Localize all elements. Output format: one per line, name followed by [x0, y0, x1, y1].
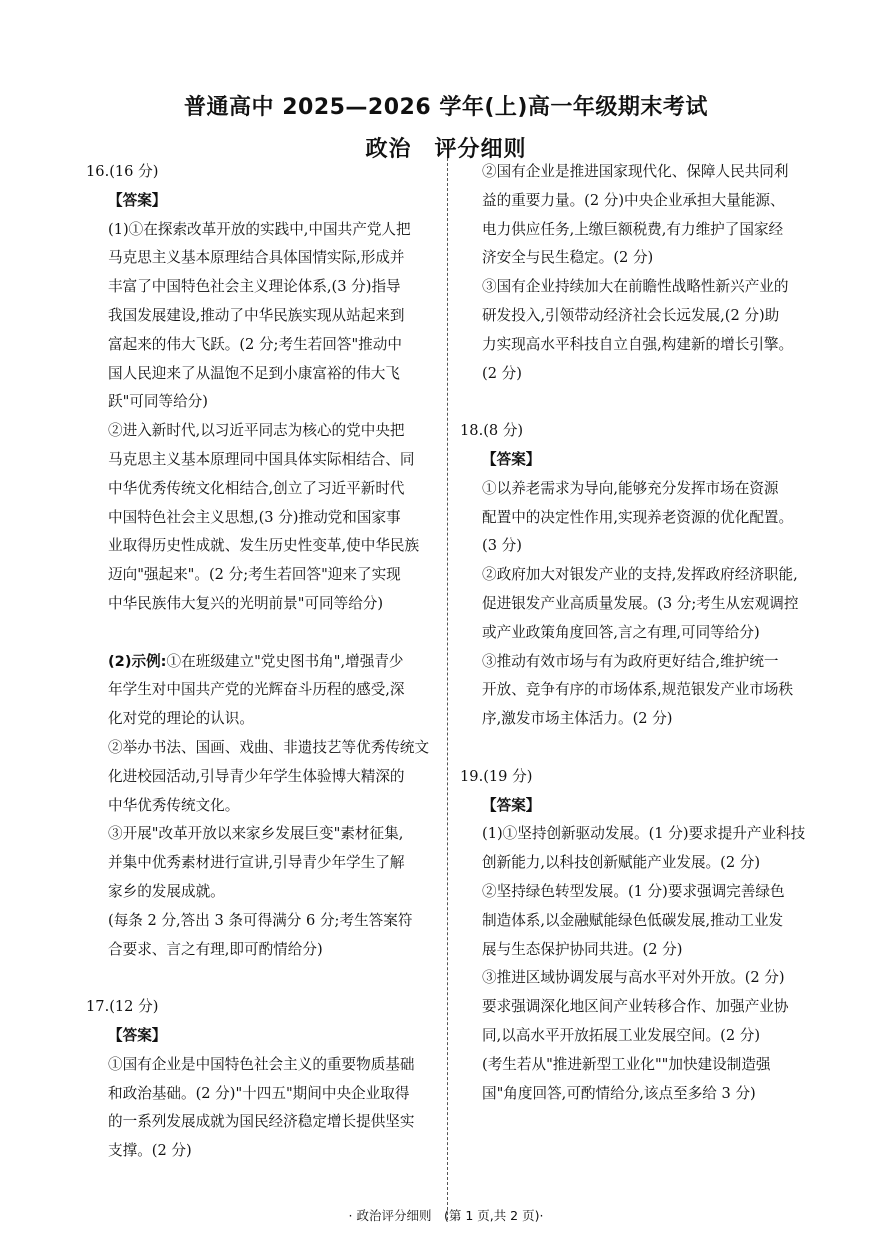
answer-line: 马克思主义基本原理同中国具体实际相结合、同 — [108, 450, 415, 468]
column-divider — [447, 158, 448, 1220]
right-column — [460, 158, 812, 1108]
answer-line: (1)①坚持创新驱动发展。(1 分)要求提升产业科技 — [482, 825, 806, 843]
answer-line: (2 分) — [482, 364, 522, 382]
answer-line: 或产业政策角度回答,言之有理,可同等给分) — [482, 623, 760, 641]
answer-line: (1)①在探索改革开放的实践中,中国共产党人把 — [108, 220, 411, 238]
answer-line: 国"角度回答,可酌情给分,该点至多给 3 分) — [482, 1084, 756, 1102]
answer-line: 中国特色社会主义思想,(3 分)推动党和国家事 — [108, 508, 401, 526]
q16-answer-tag: 【答案】 — [108, 191, 167, 209]
q16-part2-first-line — [86, 648, 438, 677]
answer-line: 展与生态保护协同共进。(2 分) — [482, 940, 683, 958]
answer-line: 的一系列发展成就为国民经济稳定增长提供坚实 — [108, 1113, 415, 1131]
q18-heading: 18.(8 分) — [460, 422, 524, 440]
answer-line: 益的重要力量。(2 分)中央企业承担大量能源、 — [482, 191, 785, 209]
answer-line: 支撑。(2 分) — [108, 1142, 192, 1160]
page-subtitle: 政治 评分细则 — [365, 137, 527, 162]
answer-line: 中华民族伟大复兴的光明前景"可同等给分) — [108, 594, 384, 612]
q19-heading: 19.(19 分) — [460, 767, 533, 785]
answer-line: ③开展"改革开放以来家乡发展巨变"素材征集, — [108, 825, 404, 843]
answer-line: 配置中的决定性作用,实现养老资源的优化配置。 — [482, 508, 794, 526]
answer-line: 要求强调深化地区间产业转移合作、加强产业协 — [482, 998, 789, 1016]
answer-line: 国人民迎来了从温饱不足到小康富裕的伟大飞 — [108, 364, 400, 382]
answer-line: 序,激发市场主体活力。(2 分) — [482, 710, 673, 728]
page-footer: · 政治评分细则 (第 1 页,共 2 页)· — [348, 1208, 544, 1223]
answer-line: 研发投入,引领带动经济社会长远发展,(2 分)助 — [482, 306, 780, 324]
answer-line: (考生若从"推进新型工业化""加快建设制造强 — [482, 1055, 771, 1073]
answer-line: 化对党的理论的认识。 — [108, 710, 254, 728]
answer-line: (每条 2 分,答出 3 条可得满分 6 分;考生答案符 — [108, 911, 413, 929]
answer-line: ③国有企业持续加大在前瞻性战略性新兴产业的 — [482, 278, 789, 296]
q17-answer-tag: 【答案】 — [108, 1026, 167, 1044]
answer-line: ①在班级建立"党史图书角",增强青少 — [166, 652, 404, 670]
q19-answer-tag: 【答案】 — [482, 796, 541, 814]
answer-line: ③推动有效市场与有为政府更好结合,维护统一 — [482, 652, 779, 670]
answer-line: ②坚持绿色转型发展。(1 分)要求强调完善绿色 — [482, 882, 785, 900]
answer-line: ①国有企业是中国特色社会主义的重要物质基础 — [108, 1055, 415, 1073]
answer-line: ②进入新时代,以习近平同志为核心的党中央把 — [108, 422, 405, 440]
answer-line: ②举办书法、国画、戏曲、非遗技艺等优秀传统文 — [108, 738, 430, 756]
answer-line: 家乡的发展成就。 — [108, 882, 225, 900]
answer-line: 丰富了中国特色社会主义理论体系,(3 分)指导 — [108, 278, 401, 296]
answer-line: 力实现高水平科技自立自强,构建新的增长引擎。 — [482, 335, 794, 353]
answer-line: 同,以高水平开放拓展工业发展空间。(2 分) — [482, 1026, 761, 1044]
answer-line: 马克思主义基本原理结合具体国情实际,形成并 — [108, 249, 405, 267]
answer-line: ③推进区域协调发展与高水平对外开放。(2 分) — [482, 969, 785, 987]
answer-line: ②国有企业是推进国家现代化、保障人民共同利 — [482, 163, 789, 180]
answer-line: 并集中优秀素材进行宣讲,引导青少年学生了解 — [108, 854, 405, 872]
q16-heading: 16.(16 分) — [86, 163, 159, 180]
answer-line: 迈向"强起来"。(2 分;考生若回答"迎来了实现 — [108, 566, 401, 584]
answer-line: 我国发展建设,推动了中华民族实现从站起来到 — [108, 306, 405, 324]
page-title: 普通高中 2025—2026 学年(上)高一年级期末考试 — [184, 95, 708, 120]
answer-line: 富起来的伟大飞跃。(2 分;考生若回答"推动中 — [108, 335, 402, 353]
q18-answer-tag: 【答案】 — [482, 450, 541, 468]
answer-line: 济安全与民生稳定。(2 分) — [482, 249, 654, 267]
answer-line: 电力供应任务,上缴巨额税费,有力维护了国家经 — [482, 220, 784, 238]
answer-line: 跃"可同等给分) — [108, 393, 208, 411]
q17-heading: 17.(12 分) — [86, 998, 159, 1016]
answer-line: (3 分) — [482, 537, 522, 555]
answer-line: ②政府加大对银发产业的支持,发挥政府经济职能, — [482, 566, 798, 584]
answer-line: 创新能力,以科技创新赋能产业发展。(2 分) — [482, 854, 761, 872]
answer-line: 年学生对中国共产党的光辉奋斗历程的感受,深 — [108, 681, 405, 699]
answer-line: 制造体系,以金融赋能绿色低碳发展,推动工业发 — [482, 911, 784, 929]
answer-line: 开放、竞争有序的市场体系,规范银发产业市场秩 — [482, 681, 794, 699]
q16-part2-label: (2)示例: — [108, 652, 167, 670]
answer-line: 合要求、言之有理,即可酌情给分) — [108, 940, 323, 958]
answer-line: 化进校园活动,引导青少年学生体验博大精深的 — [108, 767, 405, 785]
answer-line: ①以养老需求为导向,能够充分发挥市场在资源 — [482, 479, 779, 497]
answer-line: 促进银发产业高质量发展。(3 分;考生从宏观调控 — [482, 594, 799, 612]
answer-line: 业取得历史性成就、发生历史性变革,使中华民族 — [108, 537, 420, 555]
answer-line: 和政治基础。(2 分)"十四五"期间中央企业取得 — [108, 1084, 410, 1102]
left-column — [86, 158, 438, 1166]
answer-line: 中华优秀传统文化相结合,创立了习近平新时代 — [108, 479, 405, 497]
answer-line: 中华优秀传统文化。 — [108, 796, 240, 814]
